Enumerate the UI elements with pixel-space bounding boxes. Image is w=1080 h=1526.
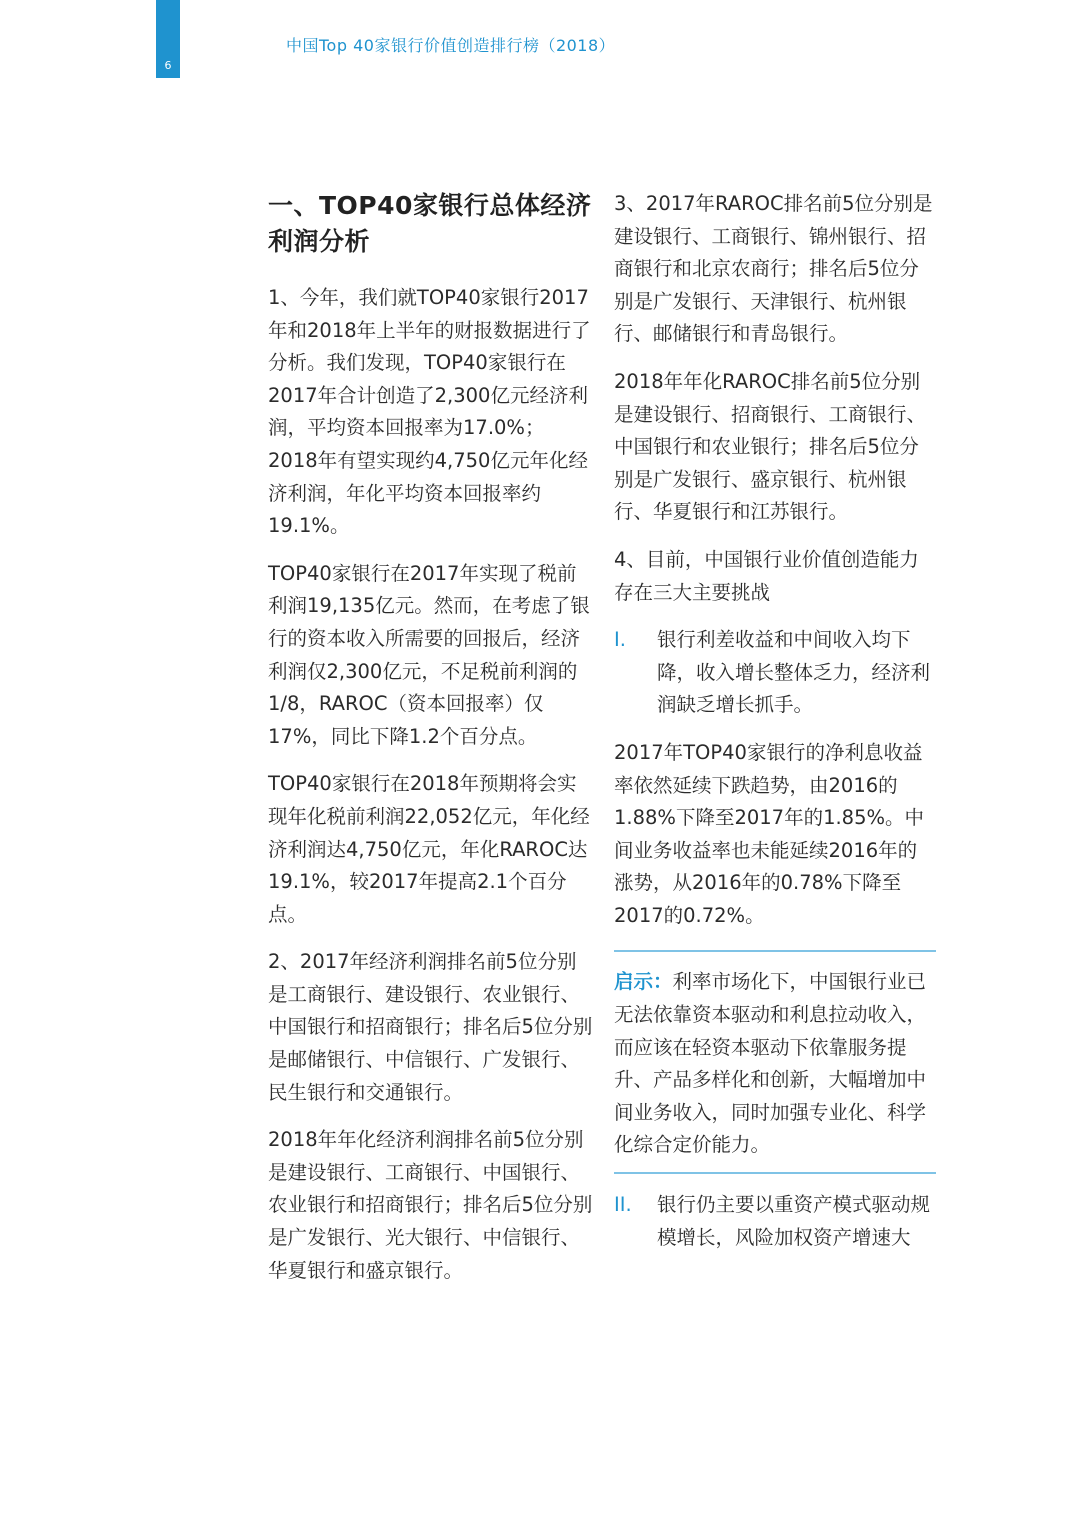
insight-box xyxy=(614,950,936,1174)
paragraph: 4、目前，中国银行业价值创造能力存在三大主要挑战 xyxy=(614,547,919,604)
challenge-numeral: I. xyxy=(614,628,626,652)
paragraph: 2、2017年经济利润排名前5位分别是工商银行、建设银行、农业银行、中国银行和招商银行；排名后5位分别是邮储银行、中信银行、广发银行、民生银行和交通银行。 xyxy=(268,950,593,1104)
page-number: 6 xyxy=(164,59,172,72)
right-column xyxy=(614,188,936,1254)
paragraph: 2017年TOP40家银行的净利息收益率依然延续下跌趋势，由2016的1.88%下降至2017年的1.85%。中间业务收益率也未能延续2016年的涨势，从2016年的0.78%下降至2017的0.72%。 xyxy=(614,740,925,927)
paragraph: 3、2017年RAROC排名前5位分别是建设银行、工商银行、锦州银行、招商银行和北京农商行；排名后5位分别是广发银行、天津银行、杭州银行、邮储银行和青岛银行。 xyxy=(614,192,933,346)
challenge-numeral: II. xyxy=(614,1193,632,1217)
section-title: 一、TOP40家银行总体经济利润分析 xyxy=(268,191,592,256)
paragraph: 2018年年化RAROC排名前5位分别是建设银行、招商银行、工商银行、中国银行和农业银行；排名后5位分别是广发银行、盛京银行、杭州银行、华夏银行和江苏银行。 xyxy=(614,369,927,524)
paragraph: TOP40家银行在2018年预期将会实现年化税前利润22,052亿元，年化经济利润达4,750亿元，年化RAROC达19.1%，较2017年提高2.1个百分点。 xyxy=(268,772,590,926)
left-column xyxy=(268,188,593,1287)
challenge-text: 银行利差收益和中间收入均下降，收入增长整体乏力，经济利润缺乏增长抓手。 xyxy=(657,628,931,717)
challenge-item xyxy=(614,624,936,722)
insight-label: 启示： xyxy=(614,970,673,994)
paragraph: 2018年年化经济利润排名前5位分别是建设银行、工商银行、中国银行、农业银行和招商银行；排名后5位分别是广发银行、光大银行、中信银行、华夏银行和盛京银行。 xyxy=(268,1128,593,1282)
challenge-item xyxy=(614,1189,936,1254)
running-header: 中国Top 40家银行价值创造排行榜（2018） xyxy=(286,36,616,55)
paragraph: TOP40家银行在2017年实现了税前利润19,135亿元。然而，在考虑了银行的资本收入所需要的回报后，经济利润仅2,300亿元，不足税前利润的1/8，RAROC（资本回报率）仅17%，同比下降1.2个百分点。 xyxy=(268,561,590,748)
page-tab xyxy=(156,0,180,78)
insight-text: 利率市场化下，中国银行业已无法依靠资本驱动和利息拉动收入，而应该在轻资本驱动下依靠服务提升、产品多样化和创新，大幅增加中间业务收入，同时加强专业化、科学化综合定价能力。 xyxy=(614,970,927,1157)
challenge-text: 银行仍主要以重资产模式驱动规模增长，风险加权资产增速大 xyxy=(657,1193,931,1249)
paragraph: 1、今年，我们就TOP40家银行2017年和2018年上半年的财报数据进行了分析。我们发现，TOP40家银行在2017年合计创造了2,300亿元经济利润，平均资本回报率为17.0%；2018年有望实现约4,750亿元年化经济利润，年化平均资本回报率约19.1%。 xyxy=(268,286,591,538)
